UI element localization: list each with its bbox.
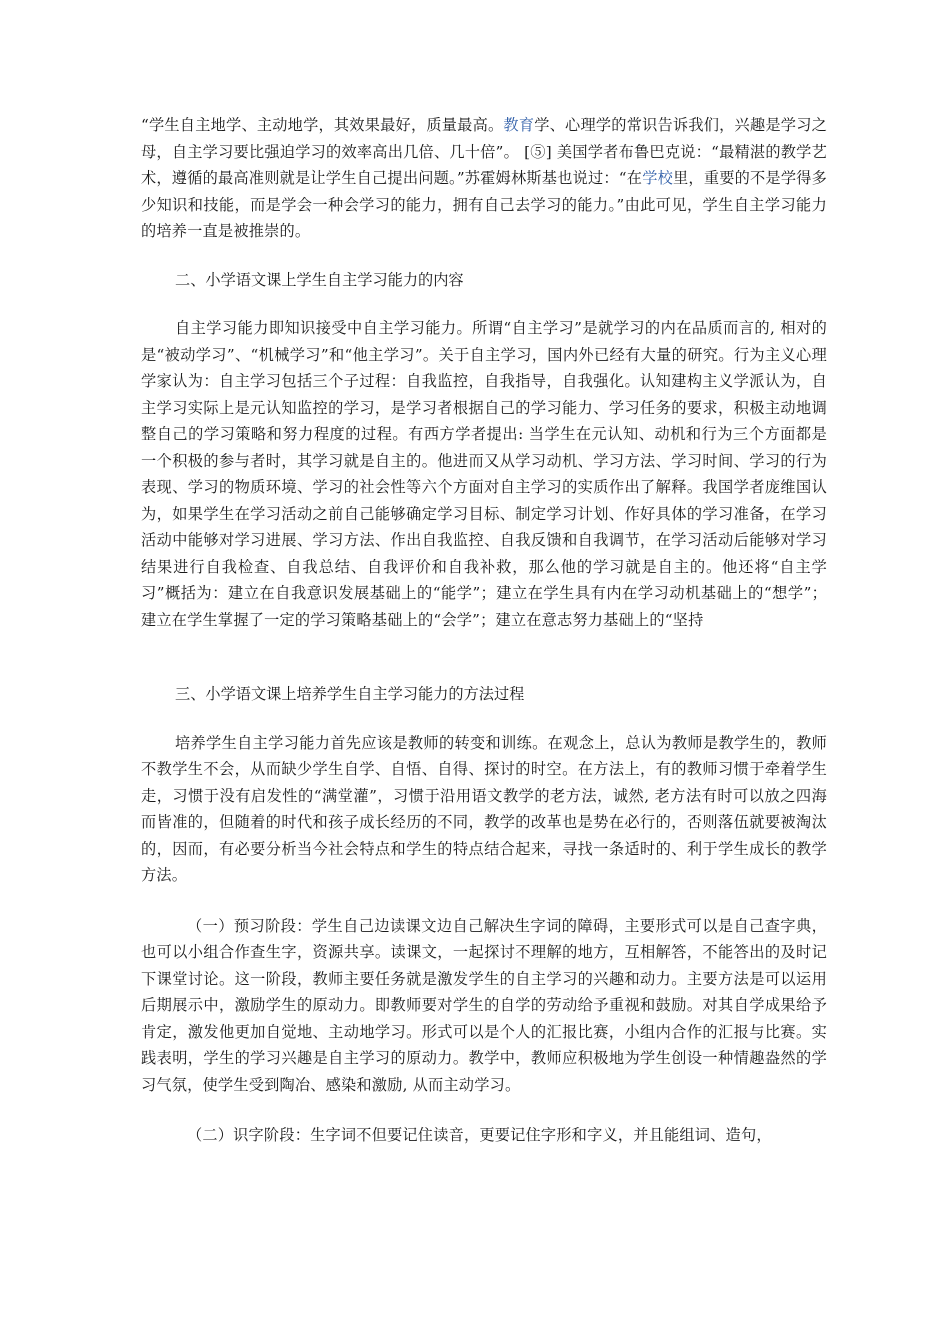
intro-paragraph xyxy=(141,112,827,245)
content-paragraph: 自主学习能力即知识接受中自主学习能力。所谓“自主学习”是就学习的内在品质而言的, 相对的是“被动学习”、“机械学习”和“他主学习”。关于自主学习，国内外已经有大量的研究。行为主义心理学家认为：自主学习包括三个子过程：自我监控，自我指导，自我强化。认知建构主义学派认为，自主学习实际上是元认知监控的学习，是学习者根据自己的学习能力、学习任务的要求，积极主动地调整自己的学习策略和努力程度的过程。有西方学者提出: 当学生在元认知、动机和行为三个方面都是一个积极的参与者时，其学习就是自主的。他进而又从学习动机、学习方法、学习时间、学习的行为表现、学习的物质环境、学习的社会性等六个方面对自主学习的实质作出了解释。我国学者庞维国认为，如果学生在学习活动之前自己能够确定学习目标、制定学习计划、作好具体的学习准备，在学习活动中能够对学习进展、学习方法、作出自我监控、自我反馈和自我调节，在学习活动后能够对学习结果进行自我检查、自我总结、自我评价和自我补救，那么他的学习就是自主的。他还将“自主学习”概括为：建立在自我意识发展基础上的“能学”；建立在学生具有内在学习动机基础上的“想学”；建立在学生掌握了一定的学习策略基础上的“会学”；建立在意志努力基础上的“坚持 xyxy=(141,319,827,629)
intro-text-1: “学生自主地学、主动地学，其效果最好，质量最高。 xyxy=(141,116,504,134)
preview-stage-paragraph: （一）预习阶段：学生自己边读课文边自己解决生字词的障碍，主要形式可以是自己查字典，也可以小组合作查生字，资源共享。读课文，一起探讨不理解的地方，互相解答，不能答出的及时记下课堂讨论。这一阶段，教师主要任务就是激发学生的自主学习的兴趣和动力。主要方法是可以运用后期展示中，激励学生的原动力。即教师要对学生的自学的劳动给予重视和鼓励。对其自学成果给予肯定，激发他更加自觉地、主动地学习。形式可以是个人的汇报比赛，小组内合作的汇报与比赛。实践表明，学生的学习兴趣是自主学习的原动力。教学中，教师应积极地为学生创设一种情趣盎然的学习气氛，使学生受到陶冶、感染和激励, 从而主动学习。 xyxy=(141,916,827,1094)
intro-text-3: 里，重要的不是学得多少知识和技能，而是学会一种会学习的能力，拥有自己去学习的能力。”由此可见，学生自主学习能力的培养一直是被推崇的。 xyxy=(141,169,828,240)
literacy-stage-paragraph: （二）识字阶段：生字词不但要记住读音，更要记住字形和字义，并且能组词、造句， xyxy=(187,1126,772,1144)
method-paragraph: 培养学生自主学习能力首先应该是教师的转变和训练。在观念上，总认为教师是教学生的，教师不教学生不会，从而缺少学生自学、自悟、自得、探讨的时空。在方法上，有的教师习惯于牵着学生走，习惯于没有启发性的“满堂灌”，习惯于沿用语文教学的老方法，诚然, 老方法有时可以放之四海而皆准的，但随着的时代和孩子成长经历的不同，教学的改革也是势在必行的，否则落伍就要被淘汰的，因而，有必要分析当今社会特点和学生的特点结合起来，寻找一条适时的、利于学生成长的教学方法。 xyxy=(141,733,827,884)
education-link[interactable]: 教育 xyxy=(503,116,535,134)
section-heading-2: 二、小学语文课上学生自主学习能力的内容 xyxy=(175,270,464,289)
document-page xyxy=(141,112,827,1149)
section-heading-3: 三、小学语文课上培养学生自主学习能力的方法过程 xyxy=(175,685,525,703)
intro-text-2: 学、心理学的常识告诉我们，兴趣是学习之母，自主学习要比强迫学习的效率高出几倍、几十倍”。 [⑤] 美国学者布鲁巴克说：“最精湛的教学艺术，遵循的最高准则就是让学生自己提出问题。”苏霍姆林斯基也说过：“在 xyxy=(141,116,827,187)
school-link[interactable]: 学校 xyxy=(642,169,674,187)
